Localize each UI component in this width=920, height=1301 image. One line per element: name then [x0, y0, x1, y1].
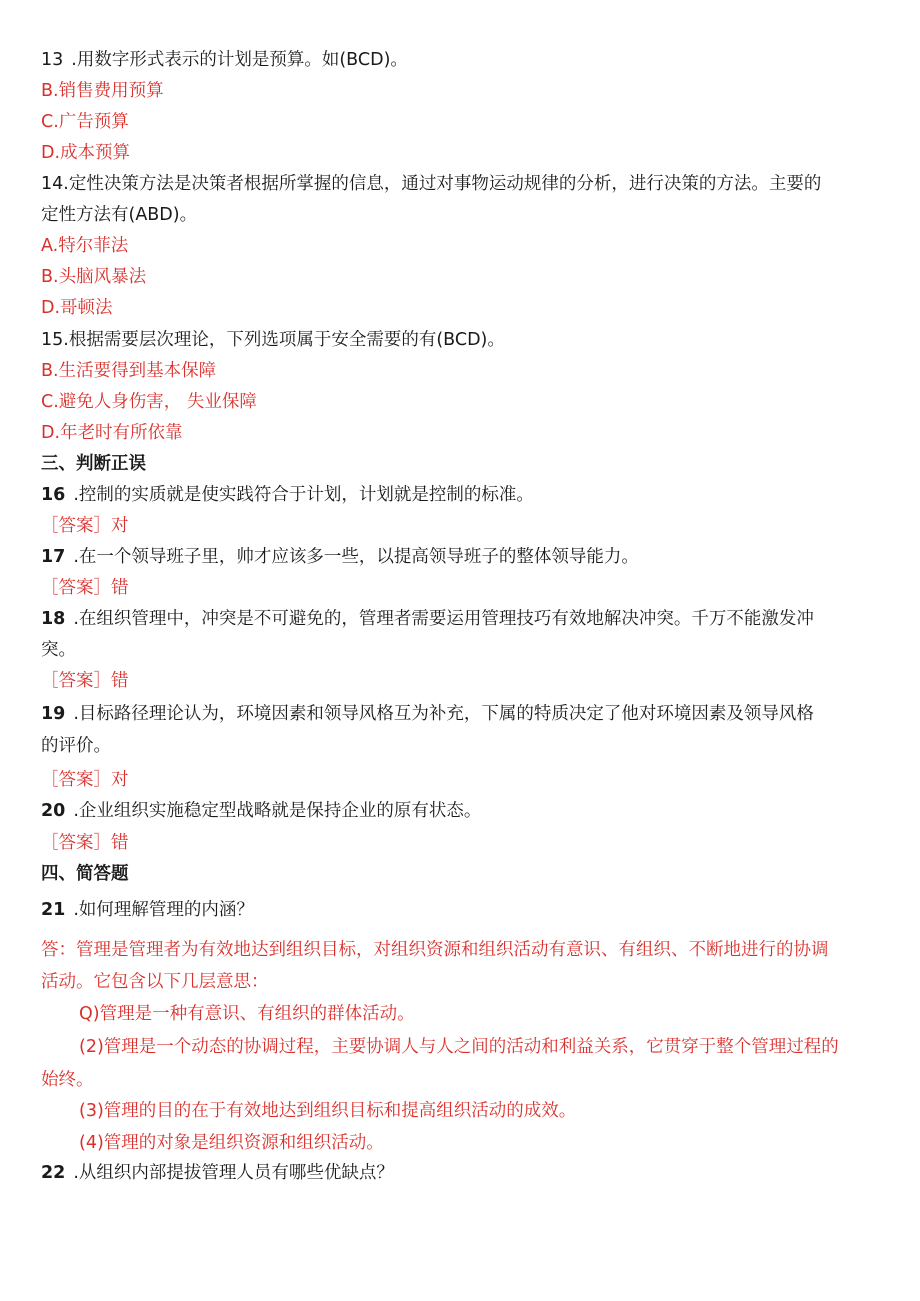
question-number: 13 — [41, 50, 64, 70]
question-20 — [41, 799, 481, 823]
answer-option: B.销售费用预算 — [41, 81, 164, 101]
question-15: 15.根据需要层次理论，下列选项属于安全需要的有(BCD)。 — [41, 330, 505, 350]
answer-option: C.广告预算 — [41, 112, 129, 132]
question-19-line1 — [41, 702, 814, 726]
question-14-line1: 14.定性决策方法是决策者根据所掌握的信息，通过对事物运动规律的分析，进行决策的方法。主要的 — [41, 174, 822, 194]
question-14-line2: 定性方法有(ABD)。 — [41, 205, 198, 225]
answer-option: D.年老时有所依靠 — [41, 423, 183, 443]
answer-point-2-line2: 始终。 — [41, 1070, 94, 1090]
question-number: 19 — [41, 704, 66, 724]
answer-point-2-line1: (2)管理是一个动态的协调过程，主要协调人与人之间的活动和利益关系，它贯穿于整个管理过程的 — [79, 1037, 839, 1057]
question-text: .如何理解管理的内涵？ — [73, 900, 254, 920]
question-22 — [41, 1161, 394, 1185]
question-text: .在一个领导班子里，帅才应该多一些，以提高领导班子的整体领导能力。 — [73, 547, 639, 567]
question-18-line2: 突。 — [41, 640, 76, 660]
answer-option: B.头脑风暴法 — [41, 267, 147, 287]
question-number: 17 — [41, 547, 66, 567]
question-number: 18 — [41, 609, 66, 629]
answer-line1: 答：管理是管理者为有效地达到组织目标，对组织资源和组织活动有意识、有组织、不断地进行的协调 — [41, 940, 829, 960]
question-text: .在组织管理中，冲突是不可避免的，管理者需要运用管理技巧有效地解决冲突。千万不能激发冲 — [73, 609, 814, 629]
question-16 — [41, 483, 534, 507]
question-text: .目标路径理论认为，环境因素和领导风格互为补充，下属的特质决定了他对环境因素及领导风格 — [73, 704, 814, 724]
question-17 — [41, 545, 639, 569]
answer-option: B.生活要得到基本保障 — [41, 361, 217, 381]
question-19-line2: 的评价。 — [41, 736, 111, 756]
question-number: 22 — [41, 1163, 66, 1183]
answer-label: ［答案］错 — [41, 833, 129, 853]
answer-point-4: (4)管理的对象是组织资源和组织活动。 — [79, 1133, 384, 1153]
question-13 — [41, 48, 408, 72]
answer-line2: 活动。它包含以下几层意思： — [41, 972, 269, 992]
answer-option: D.哥顿法 — [41, 298, 113, 318]
question-number: 21 — [41, 900, 66, 920]
question-number: 16 — [41, 485, 66, 505]
question-text: .从组织内部提拔管理人员有哪些优缺点？ — [73, 1163, 394, 1183]
answer-label: ［答案］对 — [41, 770, 129, 790]
answer-label: ［答案］错 — [41, 671, 129, 691]
answer-point-1: Q)管理是一种有意识、有组织的群体活动。 — [79, 1004, 415, 1024]
question-text: .控制的实质就是使实践符合于计划，计划就是控制的标准。 — [73, 485, 534, 505]
answer-point-3: (3)管理的目的在于有效地达到组织目标和提高组织活动的成效。 — [79, 1101, 577, 1121]
question-18-line1 — [41, 607, 814, 631]
answer-option: A.特尔菲法 — [41, 236, 129, 256]
question-21 — [41, 898, 254, 922]
answer-option: C.避免人身伤害， 失业保障 — [41, 392, 257, 412]
section-heading-judgement: 三、判断正误 — [41, 454, 146, 474]
answer-option: D.成本预算 — [41, 143, 131, 163]
section-heading-short-answer: 四、简答题 — [41, 864, 129, 884]
question-text: .用数字形式表示的计划是预算。如(BCD)。 — [71, 50, 408, 70]
answer-label: ［答案］对 — [41, 516, 129, 536]
question-text: .企业组织实施稳定型战略就是保持企业的原有状态。 — [73, 801, 482, 821]
answer-label: ［答案］错 — [41, 578, 129, 598]
question-number: 20 — [41, 801, 66, 821]
